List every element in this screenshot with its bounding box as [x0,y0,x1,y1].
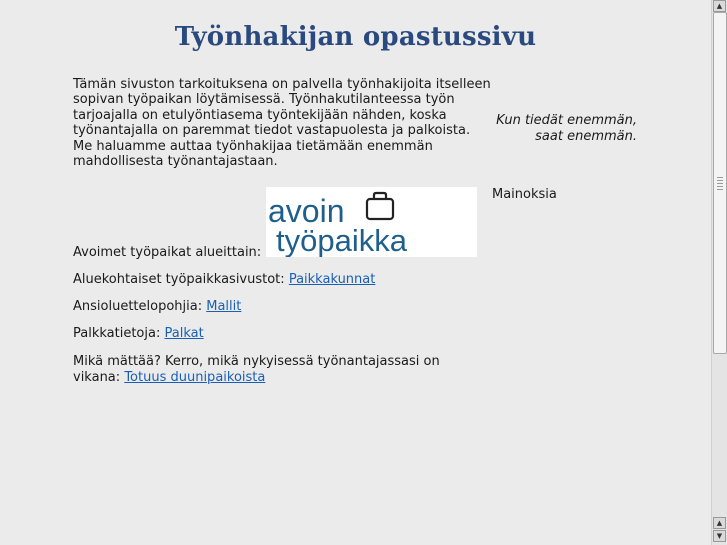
scroll-up-button[interactable] [713,0,726,12]
regional-label: Aluekohtaiset työpaikkasivustot: [73,272,285,287]
salary-label: Palkkatietoja: [73,326,161,341]
cv-label: Ansioluettelopohjia: [73,299,203,314]
arrow-up-icon: ▲ [716,1,723,10]
grip-line-icon [717,180,723,181]
regional-line [73,272,473,288]
grip-line-icon [717,177,723,178]
logo-word-top: avoin [268,193,345,229]
grip-line-icon [717,189,723,190]
salary-link[interactable]: Palkat [164,326,204,341]
salary-line [73,326,473,342]
open-jobs-label: Avoimet työpaikat alueittain: [73,245,262,260]
logo-word-bottom: työpaikka [276,223,407,257]
vertical-scrollbar[interactable] [711,0,727,545]
slogan-line-1: Kun tiedät enemmän, [496,113,637,128]
slogan-line-2: saat enemmän. [535,129,637,144]
briefcase-icon [367,193,393,219]
cv-line [73,299,473,315]
complaint-link[interactable]: Totuus duunipaikoista [124,369,266,385]
scroll-up-button-bottom[interactable] [713,517,726,529]
arrow-down-icon: ▼ [716,531,723,540]
scroll-thumb[interactable] [713,12,727,354]
complaint-label: Mikä mättää? Kerro, mikä nykyisessä työnantajassasi on vikana: [73,354,440,385]
open-jobs-line [73,245,473,261]
arrow-up-icon: ▲ [716,518,723,527]
complaint-line [73,354,473,385]
intro-paragraph: Tämän sivuston tarkoituksena on palvella työnhakijoita itselleen sopivan työpaikan löytämisessä. Työnhakutilanteessa työn tarjoajalla on etulyöntiasema työntekijään nähden, koska työnantajalla on paremmat tiedot vastapuolesta ja palkoista. Me haluamme auttaa työnhakijaa tietämään enemmän mahdollisesta työnantajastaan. [73,77,491,170]
slogan [490,113,637,145]
scroll-down-button[interactable] [713,530,726,542]
page-title: Työnhakijan opastussivu [174,22,537,52]
cv-templates-link[interactable]: Mallit [206,299,242,314]
regional-link[interactable]: Paikkakunnat [288,272,376,287]
ads-label: Mainoksia [492,187,557,202]
grip-line-icon [717,186,723,187]
grip-line-icon [717,183,723,184]
